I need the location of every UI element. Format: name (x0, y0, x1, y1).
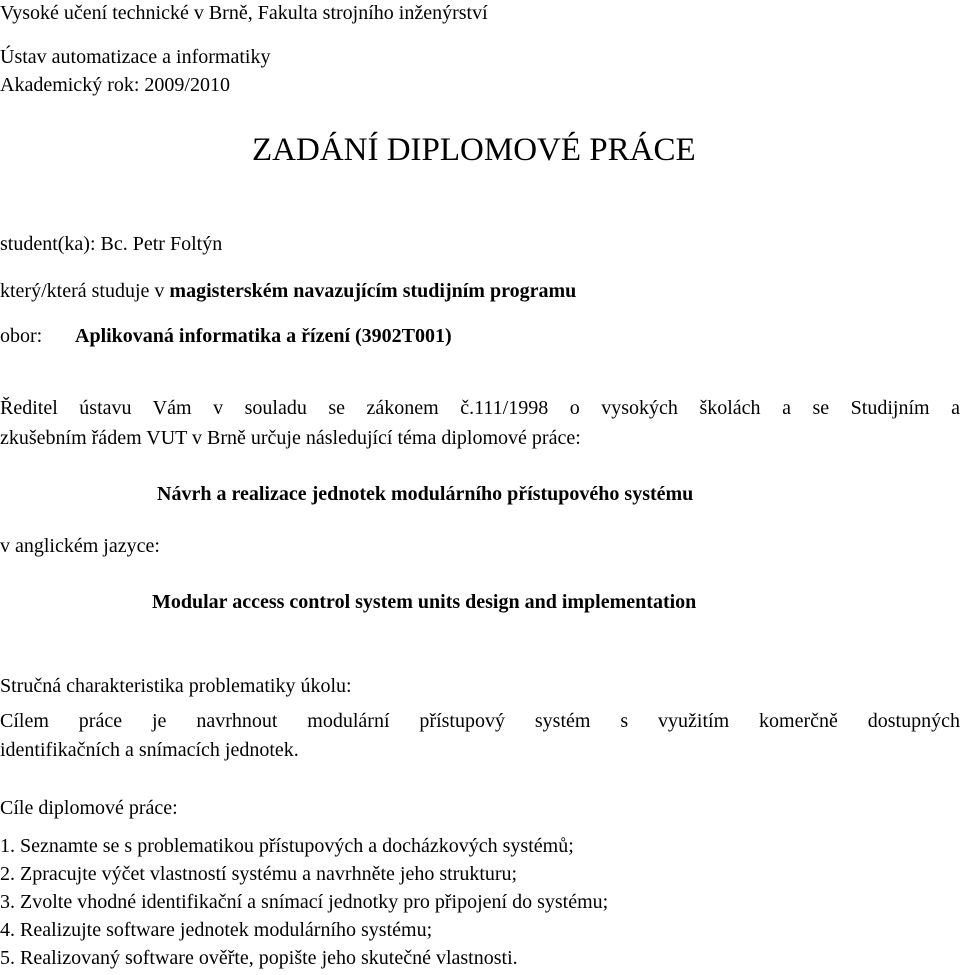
goal-item-5: 5. Realizovaný software ověřte, popište jeho skutečné vlastnosti. (0, 947, 518, 969)
goal-item-2: 2. Zpracujte výčet vlastností systému a navrhněte jeho strukturu; (0, 863, 518, 885)
program-name: magisterském navazujícím studijním programu (169, 280, 577, 302)
characteristics-line-2: identifikačních a snímacích jednotek. (0, 739, 299, 761)
field-line (0, 324, 452, 348)
student-line: student(ka): Bc. Petr Foltýn (0, 233, 223, 255)
institute-line: Ústav automatizace a informatiky (0, 46, 271, 68)
field-label: obor: (0, 325, 43, 347)
topic-czech: Návrh a realizace jednotek modulárního přístupového systému (157, 483, 694, 505)
university-line: Vysoké učení technické v Brně, Fakulta strojního inženýrství (0, 2, 488, 24)
goal-item-3: 3. Zvolte vhodné identifikační a snímací jednotky pro připojení do systému; (0, 891, 609, 913)
field-name: Aplikovaná informatika a řízení (3902T001) (75, 325, 452, 347)
characteristics-heading: Stručná charakteristika problematiky úkolu: (0, 675, 352, 697)
english-label: v anglickém jazyce: (0, 535, 160, 557)
goal-item-1: 1. Seznamte se s problematikou přístupových a docházkových systémů; (0, 835, 574, 857)
page-title: ZADÁNÍ DIPLOMOVÉ PRÁCE (252, 132, 696, 168)
intro-line-1: Ředitel ústavu Vám v souladu se zákonem č.111/1998 o vysokých školách a se Studijním a (0, 397, 960, 419)
topic-english: Modular access control system units design and implementation (152, 591, 697, 613)
intro-line-2: zkušebním řádem VUT v Brně určuje následující téma diplomové práce: (0, 427, 581, 449)
academic-year-line: Akademický rok: 2009/2010 (0, 74, 230, 96)
program-line (0, 279, 576, 303)
program-prefix: který/která studuje v (0, 280, 170, 302)
goal-item-4: 4. Realizujte software jednotek modulárního systému; (0, 919, 433, 941)
goals-heading: Cíle diplomové práce: (0, 797, 178, 819)
characteristics-line-1: Cílem práce je navrhnout modulární přístupový systém s využitím komerčně dostupných (0, 710, 960, 732)
